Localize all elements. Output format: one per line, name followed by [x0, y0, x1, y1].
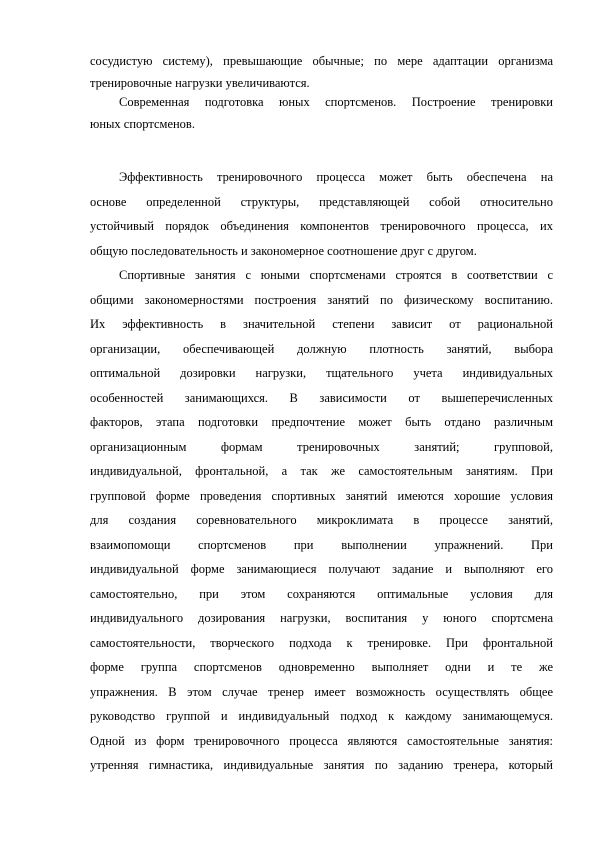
text-line: индивидуального дозирования нагрузки, воспитания у юного спортсмена — [90, 611, 553, 625]
text-line: тренировочные нагрузки увеличиваются. — [90, 75, 310, 90]
text-line: взаимопомощи спортсменов при выполнении упражнений. При — [90, 537, 553, 552]
text-line: Их эффективность в значительной степени зависит от рациональной — [90, 317, 553, 331]
text-line: оптимальной дозировки нагрузки, тщательного учета индивидуальных — [90, 366, 553, 380]
document-body — [90, 49, 553, 778]
paragraph-gap — [90, 136, 553, 165]
text-line: сосудистую систему), превышающие обычные; по мере адаптации организма — [90, 54, 553, 68]
section-heading-line: Современная подготовка юных спортсменов. Построение тренировки — [119, 94, 553, 109]
text-line: самостоятельно, при этом сохраняются оптимальные условия для — [90, 586, 553, 601]
text-line: индивидуальной, фронтальной, а так же самостоятельным занятиям. При — [90, 464, 553, 478]
text-line: утренняя гимнастика, индивидуальные занятия по заданию тренера, который — [90, 758, 553, 772]
section-heading-line: юных спортсменов. — [90, 116, 195, 131]
text-line: самостоятельности, творческого подхода к тренировке. При фронтальной — [90, 635, 553, 650]
text-line: общими закономерностями построения занятий по физическому воспитанию. — [90, 292, 553, 307]
text-line: Спортивные занятия с юными спортсменами строятся в соответствии с — [119, 268, 553, 282]
text-line: устойчивый порядок объединения компонентов тренировочного процесса, их — [90, 219, 553, 233]
text-line: упражнения. В этом случае тренер имеет возможность осуществлять общее — [90, 684, 553, 699]
text-line: организации, обеспечивающей должную плотность занятий, выбора — [90, 341, 553, 356]
text-line: особенностей занимающихся. В зависимости от вышеперечисленных — [90, 390, 553, 405]
text-line: руководство группой и индивидуальный подход к каждому занимающемуся. — [90, 709, 553, 723]
text-line: общую последовательность и закономерное соотношение друг с другом. — [90, 243, 477, 258]
text-line: форме группа спортсменов одновременно выполняет одни и те же — [90, 660, 553, 674]
text-line: основе определенной структуры, представляющей собой относительно — [90, 194, 553, 209]
text-line: Эффективность тренировочного процесса может быть обеспечена на — [119, 170, 553, 184]
text-line: организационным формам тренировочных занятий; групповой, — [90, 439, 553, 454]
text-line: индивидуальной форме занимающиеся получают задание и выполняют его — [90, 562, 553, 576]
text-line: факторов, этапа подготовки предпочтение может быть отдано различным — [90, 415, 553, 429]
text-line: для создания соревновательного микроклимата в процессе занятий, — [90, 513, 553, 527]
text-line: групповой форме проведения спортивных занятий имеются хорошие условия — [90, 488, 553, 503]
text-line: Одной из форм тренировочного процесса являются самостоятельные занятия: — [90, 733, 553, 748]
